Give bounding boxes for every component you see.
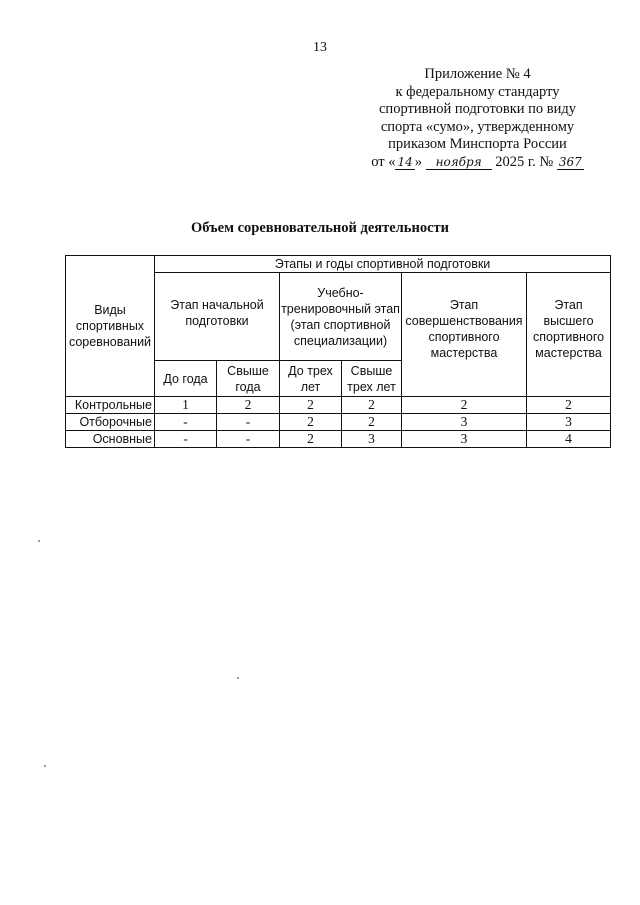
header-stage-training: Учебно-тренировочный этап (этап спортивной специализации): [280, 273, 402, 361]
cell: 2: [217, 397, 280, 414]
cell: 3: [402, 414, 527, 431]
appendix-block: [330, 66, 625, 171]
competition-volume-table: [65, 255, 611, 448]
scan-speck: [237, 677, 239, 679]
cell: 1: [155, 397, 217, 414]
cell: -: [155, 431, 217, 448]
header-training-over-3: Свыше трех лет: [342, 361, 402, 397]
date-prefix: от «: [371, 153, 396, 170]
cell: 3: [527, 414, 611, 431]
row-label: Основные: [66, 431, 155, 448]
appendix-line-4: спорта «сумо», утвержденному: [380, 118, 575, 135]
row-label: Отборочные: [66, 414, 155, 431]
cell: -: [217, 414, 280, 431]
page-number: 13: [313, 40, 327, 55]
header-initial-over-year: Свыше года: [217, 361, 280, 397]
header-stage-improvement: Этап совершенствования спортивного мастерства: [402, 273, 527, 397]
header-competition-kinds: Виды спортивных соревнований: [66, 256, 155, 397]
header-stages: Этапы и годы спортивной подготовки: [155, 256, 611, 273]
cell: 2: [280, 431, 342, 448]
cell: 2: [527, 397, 611, 414]
cell: 3: [402, 431, 527, 448]
cell: 4: [527, 431, 611, 448]
date-month: ноября: [426, 156, 492, 170]
order-number: 367: [558, 154, 582, 169]
cell: -: [155, 414, 217, 431]
header-stage-highest: Этап высшего спортивного мастерства: [527, 273, 611, 397]
row-label: Контрольные: [66, 397, 155, 414]
appendix-line-2: к федеральному стандарту: [395, 83, 560, 100]
table-row: [66, 431, 611, 448]
cell: 2: [402, 397, 527, 414]
cell: 2: [280, 414, 342, 431]
cell: 2: [280, 397, 342, 414]
cell: 3: [342, 431, 402, 448]
header-initial-up-to-year: До года: [155, 361, 217, 397]
table-row: [66, 397, 611, 414]
header-stage-initial: Этап начальной подготовки: [155, 273, 280, 361]
cell: -: [217, 431, 280, 448]
scan-speck: [44, 765, 46, 767]
date-year: 2025 г. №: [495, 153, 554, 170]
date-mid: »: [414, 153, 422, 170]
header-training-up-to-3: До трех лет: [280, 361, 342, 397]
appendix-line-1: Приложение № 4: [424, 66, 531, 82]
cell: 2: [342, 414, 402, 431]
appendix-line-5: приказом Минспорта России: [388, 136, 567, 152]
scan-speck: [38, 540, 40, 542]
document-title: Объем соревновательной деятельности: [191, 220, 449, 236]
appendix-date-line: [330, 154, 625, 172]
date-day: 14: [397, 154, 413, 169]
cell: 2: [342, 397, 402, 414]
appendix-line-3: спортивной подготовки по виду: [379, 101, 576, 117]
table-row: [66, 414, 611, 431]
